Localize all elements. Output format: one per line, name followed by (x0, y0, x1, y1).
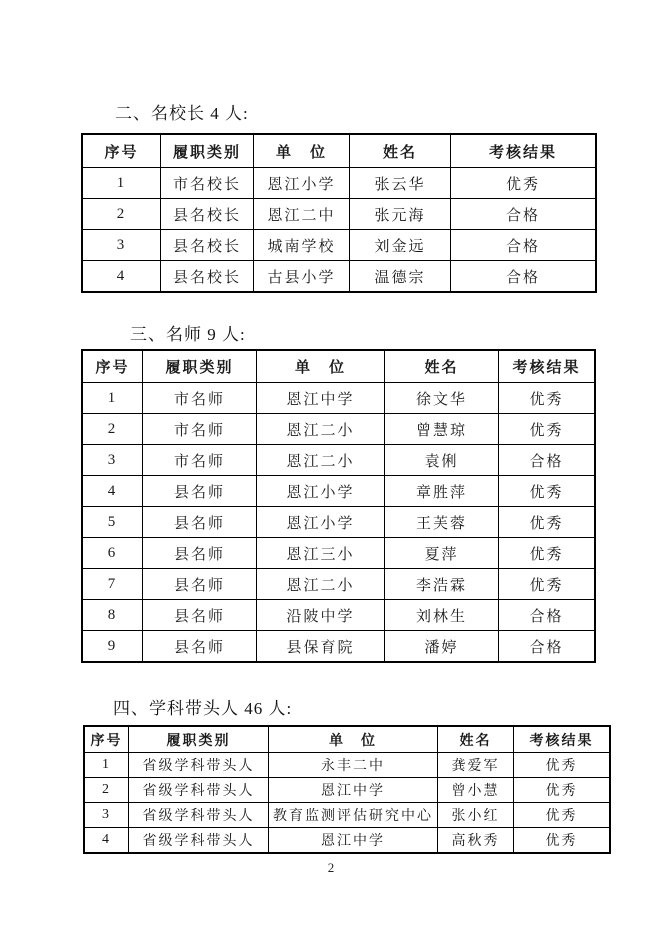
table-cell: 优秀 (499, 476, 596, 507)
table-cell: 县名校长 (161, 199, 254, 230)
header-cell: 履职类别 (161, 134, 254, 168)
table-cell: 优秀 (514, 828, 611, 854)
table-cell: 恩江二小 (257, 445, 385, 476)
header-cell: 序号 (84, 726, 129, 753)
famous-principals-title: 二、名校长 4 人: (115, 104, 249, 123)
table-cell: 3 (82, 230, 161, 261)
table-cell: 恩江二小 (257, 414, 385, 445)
table-cell: 章胜萍 (385, 476, 499, 507)
table-cell: 1 (82, 383, 143, 414)
table-cell: 省级学科带头人 (129, 828, 269, 854)
table-cell: 永丰二中 (269, 753, 438, 778)
header-cell: 单 位 (269, 726, 438, 753)
subject-leaders-title: 四、学科带头人 46 人: (113, 699, 293, 718)
header-cell: 序号 (82, 350, 143, 383)
header-cell: 姓名 (350, 134, 451, 168)
header-cell: 考核结果 (451, 134, 597, 168)
table-row (82, 414, 595, 445)
table-cell: 高秋秀 (438, 828, 514, 854)
table-cell: 优秀 (451, 168, 597, 199)
table-cell: 优秀 (499, 538, 596, 569)
table-cell: 袁俐 (385, 445, 499, 476)
table-cell: 沿陂中学 (257, 600, 385, 631)
table-row (82, 168, 596, 199)
table-cell: 8 (82, 600, 143, 631)
table-cell: 县保育院 (257, 631, 385, 663)
table-row (82, 445, 595, 476)
table-cell: 省级学科带头人 (129, 778, 269, 803)
table-cell: 恩江二中 (254, 199, 350, 230)
header-cell: 单 位 (254, 134, 350, 168)
table-row (82, 600, 595, 631)
table-cell: 市名师 (143, 383, 257, 414)
table-row (84, 828, 610, 854)
table-cell: 夏萍 (385, 538, 499, 569)
table-cell: 合格 (451, 230, 597, 261)
table-cell: 城南学校 (254, 230, 350, 261)
header-cell: 考核结果 (514, 726, 611, 753)
table-row (82, 261, 596, 293)
table-cell: 曾慧琼 (385, 414, 499, 445)
header-row (84, 726, 610, 753)
table-cell: 张云华 (350, 168, 451, 199)
table-cell: 4 (82, 261, 161, 293)
table-cell: 刘林生 (385, 600, 499, 631)
table-cell: 2 (84, 778, 129, 803)
table-cell: 张小红 (438, 803, 514, 828)
table-row (82, 383, 595, 414)
table-row (84, 803, 610, 828)
table-cell: 李浩霖 (385, 569, 499, 600)
table-cell: 1 (82, 168, 161, 199)
table-cell: 5 (82, 507, 143, 538)
section-subject-leaders (0, 699, 662, 854)
table-row (82, 538, 595, 569)
table-cell: 古县小学 (254, 261, 350, 293)
subject-leaders-table (83, 725, 611, 854)
table-cell: 徐文华 (385, 383, 499, 414)
table-cell: 优秀 (499, 507, 596, 538)
table-cell: 省级学科带头人 (129, 803, 269, 828)
section-famous-principals (0, 104, 662, 293)
table-cell: 县名校长 (161, 261, 254, 293)
table-row (82, 476, 595, 507)
table-cell: 教育监测评估研究中心 (269, 803, 438, 828)
table-cell: 县名师 (143, 600, 257, 631)
header-row (82, 134, 596, 168)
table-cell: 优秀 (514, 778, 611, 803)
table-cell: 优秀 (514, 753, 611, 778)
table-cell: 4 (84, 828, 129, 854)
table-cell: 优秀 (499, 569, 596, 600)
header-row (82, 350, 595, 383)
table-cell: 省级学科带头人 (129, 753, 269, 778)
header-cell: 履职类别 (143, 350, 257, 383)
page-number: 2 (327, 860, 335, 875)
table-cell: 合格 (451, 199, 597, 230)
table-cell: 市名师 (143, 445, 257, 476)
table-cell: 恩江小学 (257, 476, 385, 507)
table-cell: 6 (82, 538, 143, 569)
table-row (82, 569, 595, 600)
table-cell: 曾小慧 (438, 778, 514, 803)
table-cell: 合格 (451, 261, 597, 293)
header-cell: 考核结果 (499, 350, 596, 383)
table-row (82, 507, 595, 538)
header-cell: 单 位 (257, 350, 385, 383)
table-cell: 合格 (499, 631, 596, 663)
table-cell: 3 (84, 803, 129, 828)
table-cell: 1 (84, 753, 129, 778)
table-cell: 恩江小学 (257, 507, 385, 538)
table-cell: 市名师 (143, 414, 257, 445)
table-cell: 县名师 (143, 538, 257, 569)
table-cell: 县名师 (143, 507, 257, 538)
table-cell: 张元海 (350, 199, 451, 230)
table-cell: 恩江中学 (269, 828, 438, 854)
header-cell: 序号 (82, 134, 161, 168)
header-cell: 姓名 (438, 726, 514, 753)
table-cell: 县名师 (143, 631, 257, 663)
table-cell: 恩江三小 (257, 538, 385, 569)
table-row (84, 753, 610, 778)
section-famous-teachers (0, 325, 662, 663)
table-cell: 温德宗 (350, 261, 451, 293)
table-cell: 王芙蓉 (385, 507, 499, 538)
table-cell: 7 (82, 569, 143, 600)
table-cell: 2 (82, 199, 161, 230)
table-row (82, 199, 596, 230)
header-cell: 姓名 (385, 350, 499, 383)
table-row (84, 778, 610, 803)
table-cell: 2 (82, 414, 143, 445)
table-cell: 恩江中学 (269, 778, 438, 803)
table-row (82, 230, 596, 261)
table-cell: 龚爱军 (438, 753, 514, 778)
table-cell: 市名校长 (161, 168, 254, 199)
table-cell: 优秀 (499, 383, 596, 414)
table-cell: 恩江二小 (257, 569, 385, 600)
table-cell: 优秀 (514, 803, 611, 828)
table-cell: 4 (82, 476, 143, 507)
table-cell: 县名校长 (161, 230, 254, 261)
table-row (82, 631, 595, 663)
table-cell: 恩江小学 (254, 168, 350, 199)
header-cell: 履职类别 (129, 726, 269, 753)
table-cell: 3 (82, 445, 143, 476)
table-cell: 县名师 (143, 476, 257, 507)
famous-teachers-table (81, 349, 596, 663)
table-cell: 恩江中学 (257, 383, 385, 414)
table-cell: 合格 (499, 600, 596, 631)
famous-principals-table (81, 133, 597, 293)
table-cell: 刘金远 (350, 230, 451, 261)
table-cell: 潘婷 (385, 631, 499, 663)
famous-teachers-title: 三、名师 9 人: (130, 325, 246, 344)
table-cell: 合格 (499, 445, 596, 476)
table-cell: 县名师 (143, 569, 257, 600)
table-cell: 9 (82, 631, 143, 663)
table-cell: 优秀 (499, 414, 596, 445)
